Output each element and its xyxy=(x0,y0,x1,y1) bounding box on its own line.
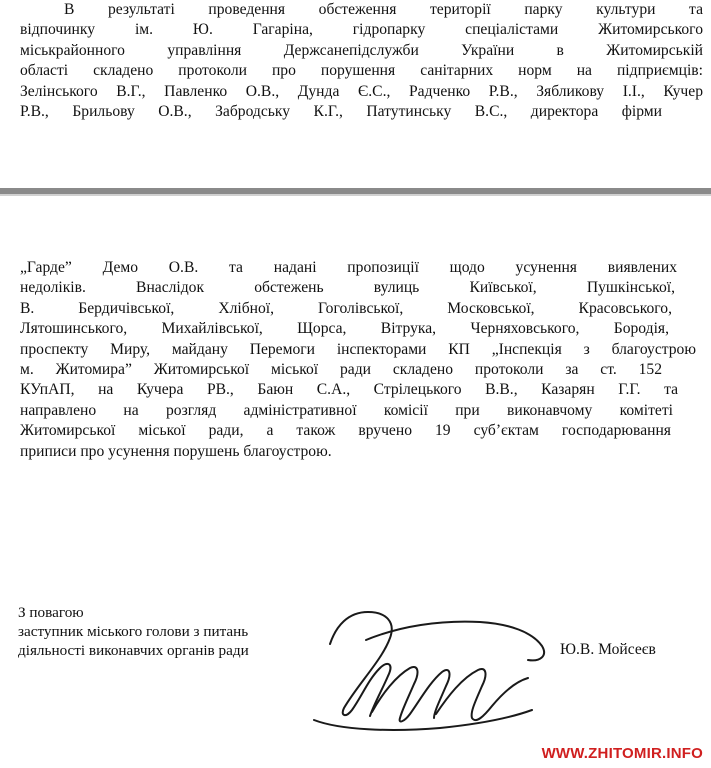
text-line: проспекту Миру, майдану Перемоги інспекторами КП „Інспекція з благоустрою xyxy=(20,340,696,358)
text-line: Зелінського В.Г., Павленко О.В., Дунда Є.С., Радченко Р.В., Зябликову І.І., Кучер xyxy=(20,82,703,100)
text-line: області складено протоколи про порушення санітарних норм на підприємців: xyxy=(20,62,703,80)
text-line: Р.В., Брильову О.В., Забродську К.Г., Патутинську В.С., директора фірми xyxy=(20,103,662,121)
handwritten-signature xyxy=(270,582,570,732)
text-line: м. Житомира” Житомирської міської ради складено протоколи за ст. 152 xyxy=(20,361,662,379)
signer-title-line: заступник міського голови з питань xyxy=(18,623,249,640)
text-line: В. Бердичівської, Хлібної, Гоголівської, Московської, Красовського, xyxy=(20,299,672,317)
signer-title-line: діяльності виконавчих органів ради xyxy=(18,642,249,659)
text-line: відпочинку ім. Ю. Гагаріна, гідропарку спеціалістами Житомирського xyxy=(20,21,703,39)
text-line: Лятошинського, Михайлівської, Щорса, Вітрука, Черняховського, Бородія, xyxy=(20,320,669,338)
text-line: приписи про усунення порушень благоустрою. xyxy=(20,442,332,460)
letter-paragraph-bottom xyxy=(20,258,703,462)
text-line: В результаті проведення обстеження території парку культури та xyxy=(64,1,703,18)
page-break-divider xyxy=(0,188,711,194)
signature-block xyxy=(18,603,249,660)
text-line: Житомирської міської ради, а також вручено 19 суб’єктам господарювання xyxy=(20,422,671,440)
letter-paragraph-top xyxy=(20,0,703,122)
text-line: міськрайонного управління Держсанепідслужби України в Житомирській xyxy=(20,41,703,59)
closing-text: З повагою xyxy=(18,604,84,621)
text-line: недоліків. Внаслідок обстежень вулиць Київської, Пушкінської, xyxy=(20,279,675,297)
text-line: „Гарде” Демо О.В. та надані пропозиції щодо усунення виявлених xyxy=(20,259,677,276)
text-line: направлено на розгляд адміністративної комісії при виконавчому комітеті xyxy=(20,401,673,419)
signer-name: Ю.В. Мойсеєв xyxy=(560,641,656,658)
site-watermark: WWW.ZHITOMIR.INFO xyxy=(541,745,703,762)
text-line: КУпАП, на Кучера РВ., Баюн С.А., Стрілецького В.В., Казарян Г.Г. та xyxy=(20,381,678,399)
